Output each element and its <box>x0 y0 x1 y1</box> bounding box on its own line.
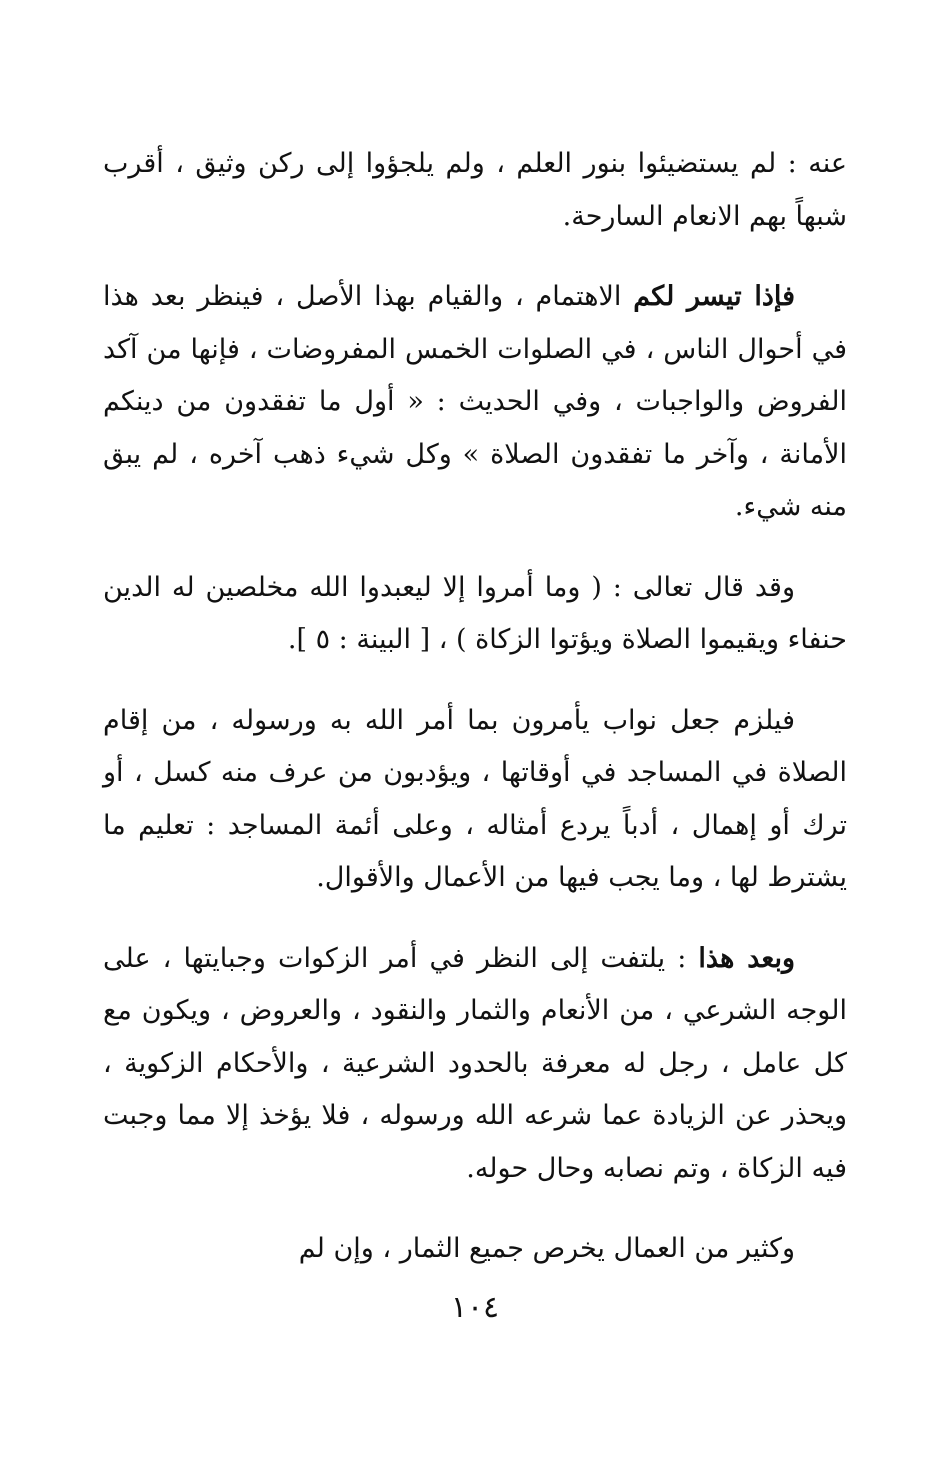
paragraph-3 <box>103 562 847 667</box>
paragraph-5-lead: وبعد هذا <box>698 942 795 974</box>
paragraph-4 <box>103 695 847 905</box>
paragraph-1 <box>103 138 847 243</box>
paragraph-6-text: وكثير من العمال يخرص جميع الثمار ، وإن لم <box>298 1233 795 1264</box>
paragraph-2-lead: فإذا تيسر لكم <box>633 281 795 312</box>
paragraph-2-text: الاهتمام ، والقيام بهذا الأصل ، فينظر بعد هذا في أحوال الناس ، في الصلوات الخمس المفروضات ، فإنها من آكد الفروض والواجبات ، وفي الحديث : « أول ما تفقدون من دينكم الأمانة ، وآخر ما تفقدون الصلاة » وكل شيء ذهب آخره ، لم يبق منه شيء. <box>103 281 847 522</box>
paragraph-2 <box>103 271 847 534</box>
paragraph-6 <box>103 1223 847 1276</box>
page-number: ١٠٤ <box>450 1290 500 1325</box>
body-text <box>103 138 847 1304</box>
paragraph-5 <box>103 933 847 1196</box>
paragraph-1-text: عنه : لم يستضيئوا بنور العلم ، ولم يلجؤوا إلى ركن وثيق ، أقرب شبهاً بهم الانعام السارحة. <box>103 148 847 232</box>
paragraph-4-text: فيلزم جعل نواب يأمرون بما أمر الله به ورسوله ، من إقام الصلاة في المساجد في أوقاتها ، ويؤدبون من عرف منه كسل ، أو ترك أو إهمال ، أدباً يردع أمثاله ، وعلى أئمة المساجد : تعليم ما يشترط لها ، وما يجب فيها من الأعمال والأقوال. <box>103 704 847 893</box>
paragraph-3-text: وقد قال تعالى : ( وما أمروا إلا ليعبدوا الله مخلصين له الدين حنفاء ويقيموا الصلاة ويؤتوا الزكاة ) ، [ البينة : ٥ ]. <box>103 571 847 655</box>
paragraph-5-text: : يلتفت إلى النظر في أمر الزكوات وجبايتها ، على الوجه الشرعي ، من الأنعام والثمار والنقود ، والعروض ، ويكون مع كل عامل ، رجل له معرفة بالحدود الشرعية ، والأحكام الزكوية ، ويحذر عن الزيادة عما شرعه الله ورسوله ، فلا يؤخذ إلا مما وجبت فيه الزكاة ، وتم نصابه وحال حوله. <box>103 942 847 1184</box>
